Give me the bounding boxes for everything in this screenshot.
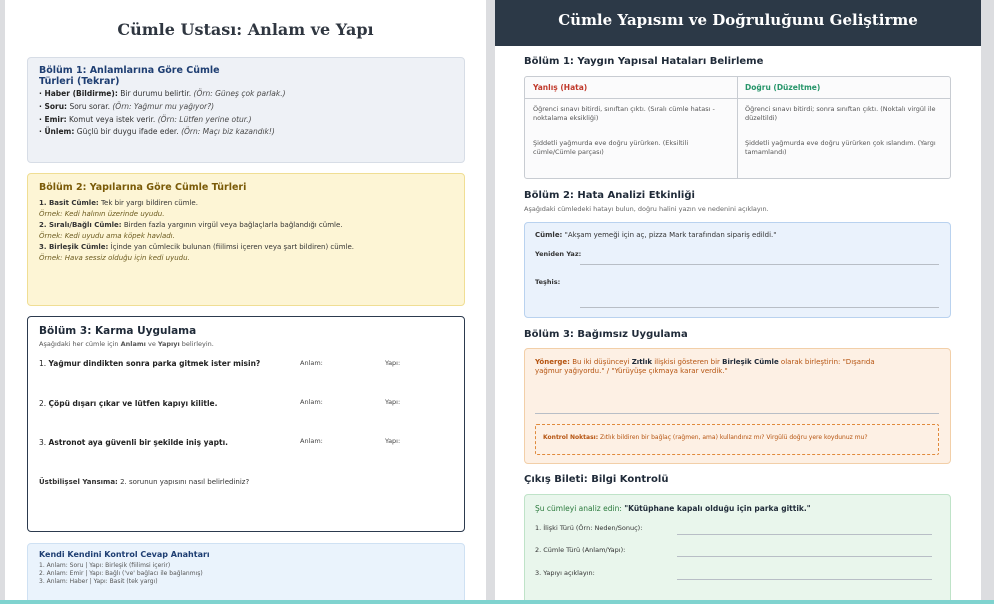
section-3-card bbox=[27, 316, 465, 532]
section-1-title: Bölüm 1: Anlamlarına Göre Cümle Türleri (Tekrar) bbox=[39, 65, 220, 87]
rewrite-label: Yeniden Yaz: bbox=[535, 250, 582, 258]
list-item: · Haber (Bildirme): Bir durumu belirtir. (Örn: Güneş çok parlak.) bbox=[39, 89, 286, 98]
structure-label: Yapı: bbox=[385, 359, 401, 367]
answer-key-line: 3. Anlam: Haber | Yapı: Basit (tek yargı) bbox=[39, 578, 158, 585]
meaning-label: Anlam: bbox=[300, 398, 323, 406]
section-2-card bbox=[27, 173, 465, 306]
independent-practice-box bbox=[524, 348, 951, 464]
answer-line[interactable] bbox=[677, 579, 932, 580]
exit-item-2: 2. Cümle Türü (Anlam/Yapı): bbox=[535, 546, 626, 554]
answer-line[interactable] bbox=[677, 556, 932, 557]
left-worksheet-page bbox=[5, 0, 486, 604]
instruction-line-1: Yönerge: Bu iki düşünceyi Zıtlık ilişkisi gösteren bir Birleşik Cümle olarak birleştirin: "Dışarıda bbox=[535, 358, 875, 366]
error-analysis-box bbox=[524, 222, 951, 318]
checkpoint-box bbox=[535, 424, 939, 455]
section-2-subtitle: Aşağıdaki cümledeki hatayı bulun, doğru halini yazın ve nedenini açıklayın. bbox=[524, 205, 769, 213]
checkpoint-text: Kontrol Noktası: Zıtlık bildiren bir bağlaç (rağmen, ama) kullandınız mı? Virgülü doğru yere koydunuz mu? bbox=[543, 434, 868, 441]
page-title: Cümle Ustası: Anlam ve Yapı bbox=[117, 20, 374, 39]
exit-item-1: 1. İlişki Türü (Örn: Neden/Sonuç): bbox=[535, 524, 643, 532]
meaning-label: Anlam: bbox=[300, 359, 323, 367]
table-cell: Şiddetli yağmurda eve doğru yürürken çok ıslandım. (Yargı tamamlandı) bbox=[745, 139, 936, 156]
table-cell: Öğrenci sınavı bitirdi; sonra sınıftan çıktı. (Noktalı virgül ile düzeltildi) bbox=[745, 105, 936, 122]
answer-line[interactable] bbox=[535, 413, 939, 414]
page-title: Cümle Yapısını ve Doğruluğunu Geliştirme bbox=[558, 11, 918, 29]
list-item: · Ünlem: Güçlü bir duygu ifade eder. (Örn: Maçı biz kazandık!) bbox=[39, 127, 275, 137]
list-item: 1. Basit Cümle: Tek bir yargı bildiren cümle. bbox=[39, 199, 198, 207]
question-1: 1. Yağmur dindikten sonra parka gitmek ister misin? bbox=[39, 359, 261, 368]
answer-key-card bbox=[27, 543, 465, 604]
answer-key-line: 1. Anlam: Soru | Yapı: Birleşik (fiilimsi içerir) bbox=[39, 562, 171, 569]
meaning-label: Anlam: bbox=[300, 437, 323, 445]
list-item: · Emir: Komut veya istek verir. (Örn: Lütfen yerine otur.) bbox=[39, 114, 252, 124]
sentence-text: Cümle: "Akşam yemeği için aç, pizza Mark tarafından sipariş edildi." bbox=[535, 231, 777, 239]
example-text: Örnek: Kedi uyudu ama köpek havladı. bbox=[39, 232, 175, 240]
exit-ticket-box bbox=[524, 494, 951, 604]
section-3-title: Bölüm 3: Karma Uygulama bbox=[39, 325, 197, 337]
section-3-title: Bölüm 3: Bağımsız Uygulama bbox=[524, 329, 688, 340]
example-text: Örnek: Kedi halının üzerinde uyudu. bbox=[39, 210, 165, 218]
question-3: 3. Astronot aya güvenli bir şekilde iniş yaptı. bbox=[39, 438, 228, 447]
table-cell: Şiddetli yağmurda eve doğru yürürken. (Eksiltili cümle/Cümle parçası) bbox=[533, 139, 689, 156]
structure-label: Yapı: bbox=[385, 437, 401, 445]
reflection-prompt: Üstbilişsel Yansıma: 2. sorunun yapısını nasıl belirlediniz? bbox=[39, 478, 250, 486]
exit-item-3: 3. Yapıyı açıklayın: bbox=[535, 569, 595, 577]
section-1-title: Bölüm 1: Yaygın Yapısal Hataları Belirleme bbox=[524, 56, 764, 67]
rewrite-answer-line[interactable] bbox=[580, 264, 939, 265]
bottom-accent-strip bbox=[0, 600, 994, 604]
section-2-title: Bölüm 2: Yapılarına Göre Cümle Türleri bbox=[39, 182, 247, 193]
structure-label: Yapı: bbox=[385, 398, 401, 406]
table-cell: Öğrenci sınavı bitirdi, sınıftan çıktı. (Sıralı cümle hatası - noktalama eksikliği) bbox=[533, 105, 715, 122]
error-correction-table bbox=[524, 76, 951, 179]
exit-prompt: Şu cümleyi analiz edin: "Kütüphane kapalı olduğu için parka gittik." bbox=[535, 504, 811, 513]
right-worksheet-page bbox=[495, 0, 981, 604]
section-3-subtitle: Aşağıdaki her cümle için Anlamı ve Yapıyı belirleyin. bbox=[39, 340, 214, 348]
question-2: 2. Çöpü dışarı çıkar ve lütfen kapıyı kilitle. bbox=[39, 399, 218, 408]
list-item: 3. Birleşik Cümle: İçinde yan cümlecik bulunan (fiilimsi içeren veya şart bildiren) cümle. bbox=[39, 243, 355, 251]
column-header-right: Doğru (Düzeltme) bbox=[745, 83, 821, 92]
diagnosis-label: Teşhis: bbox=[535, 278, 561, 286]
section-2-title: Bölüm 2: Hata Analizi Etkinliği bbox=[524, 190, 695, 201]
column-header-wrong: Yanlış (Hata) bbox=[533, 83, 588, 92]
list-item: 2. Sıralı/Bağlı Cümle: Birden fazla yargının virgül veya bağlaçlarla bağlandığı cümle. bbox=[39, 221, 343, 229]
example-text: Örnek: Hava sessiz olduğu için kedi uyudu. bbox=[39, 254, 190, 262]
section-1-card bbox=[27, 57, 465, 163]
instruction-line-2: yağmur yağıyordu." / "Yürüyüşe çıkmaya karar verdik." bbox=[535, 367, 728, 375]
answer-line[interactable] bbox=[677, 534, 932, 535]
exit-ticket-title: Çıkış Bileti: Bilgi Kontrolü bbox=[524, 474, 669, 485]
answer-key-line: 2. Anlam: Emir | Yapı: Bağlı ('ve' bağlacı ile bağlanmış) bbox=[39, 570, 203, 577]
list-item: · Soru: Soru sorar. (Örn: Yağmur mu yağıyor?) bbox=[39, 101, 215, 111]
answer-key-title: Kendi Kendini Kontrol Cevap Anahtarı bbox=[39, 550, 210, 559]
diagnosis-answer-line[interactable] bbox=[580, 307, 939, 308]
